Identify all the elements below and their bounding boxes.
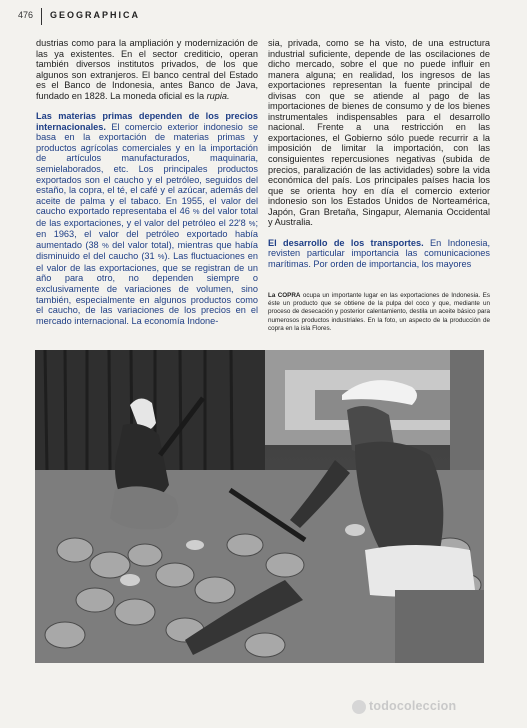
paragraph-economy (268, 38, 490, 228)
paragraph-banking-text: dustrias como para la ampliación y modernización de las ya existentes. En el sector crediticio, operan también diversos institutos privados, de los que algunos son extranjeros. El banco central del Estado es el Banco de Indonesia, antes Banco de Java, fundado en 1828. La moneda oficial es la (36, 38, 258, 101)
paragraph-raw-materials-text-1: El comercio exterior indonesio se basa en la exportación de materias primas y productos agrícolas comerciales y en la importación de artículos manufacturados, maquinaria, semielaborados, etc. Los principales productos exportados son el caucho y el petróleo, seguidos del estaño, la copra, el té, el café y el azúcar, además del aceite de palma y el tabaco. En 1955, el valor del caucho exportado representaba el 46 (36, 121, 258, 217)
right-column (268, 38, 490, 269)
paragraph-banking (36, 38, 258, 101)
watermark-logo-icon (352, 700, 366, 714)
paragraph-raw-materials-text-5: ). Las fluctuaciones en el valor de las exportaciones, que se registran de un año para otro, no dependen siempre o exclusivamente de variaciones de volumen, sino también, especialmente en algunos productos como el caucho, de las variaciones de los precios en el mercado internacional. La economía Indone- (36, 251, 258, 326)
left-column (36, 38, 258, 326)
copra-photo-illustration (35, 350, 484, 663)
paragraph-economy-text: sia, privada, como se ha visto, de una estructura industrial suficiente, depende de las oscilaciones de dicho mercado, sobre el que no puede influir en manera alguna; en realidad, los ingresos de las exportaciones representan la fuente principal de divisas con que se atiende al pago de las importaciones de bienes de consumo y de los bienes instrumentales indispensables para el desarrollo nacional. Frente a una restricción en las exportaciones, el Gobierno sólo puede recurrir a la imposición de limitar la importación, con las consiguientes repercusiones negativas (subida de precios, paralización de las actividades) sobre la vida económica del país. Los principales países hacia los que se orienta hoy en día el comercio exterior indonesio son los Estados Unidos de Norteamérica, Japón, Gran Bretaña, Singapur, Alemania Occidental y Australia. (268, 38, 490, 228)
subhead-transport: El desarrollo de los transportes. (268, 237, 424, 248)
page-number: 476 (18, 10, 34, 20)
section-title: GEOGRAPHICA (50, 10, 141, 20)
paragraph-transport-text: En Indonesia, revisten particular importancia las comunicaciones marítimas. Por orden de importancia, los mayores (268, 237, 490, 269)
paragraph-raw-materials-text-4: del valor total), mientras que había disminuido el del caucho (31 (36, 239, 258, 262)
watermark (352, 699, 456, 714)
paragraph-raw-materials (36, 111, 258, 326)
header-divider (41, 8, 42, 25)
paragraph-raw-materials-text-3: ; en 1963, el valor del petróleo exportado había aumentado (38 (36, 217, 258, 250)
watermark-text: todocoleccion (369, 699, 457, 713)
percent-sign: % (157, 252, 165, 262)
paragraph-transport (268, 238, 490, 270)
percent-sign: % (192, 207, 200, 217)
photo-caption (268, 292, 490, 333)
percent-sign: % (248, 218, 256, 228)
copra-photo (35, 350, 484, 663)
currency-name: rupia. (206, 90, 230, 101)
subhead-raw-materials: Las materias primas dependen de los precios internacionales. (36, 111, 258, 132)
caption-text: ocupa un importante lugar en las exportaciones de Indonesia. Es éste un producto que se obtiene de la pulpa del coco y que, mediante un proceso de desecación y posterior calentamiento, destila un aceite básico para numerosos productos industriales. En la foto, un aspecto de la producción de copra en la isla Flores. (268, 292, 490, 332)
percent-sign: % (102, 240, 109, 250)
paragraph-raw-materials-text-2: del valor total de las exportaciones, y el valor del petróleo el 22'8 (36, 206, 259, 228)
caption-lead: La COPRA (268, 292, 301, 299)
